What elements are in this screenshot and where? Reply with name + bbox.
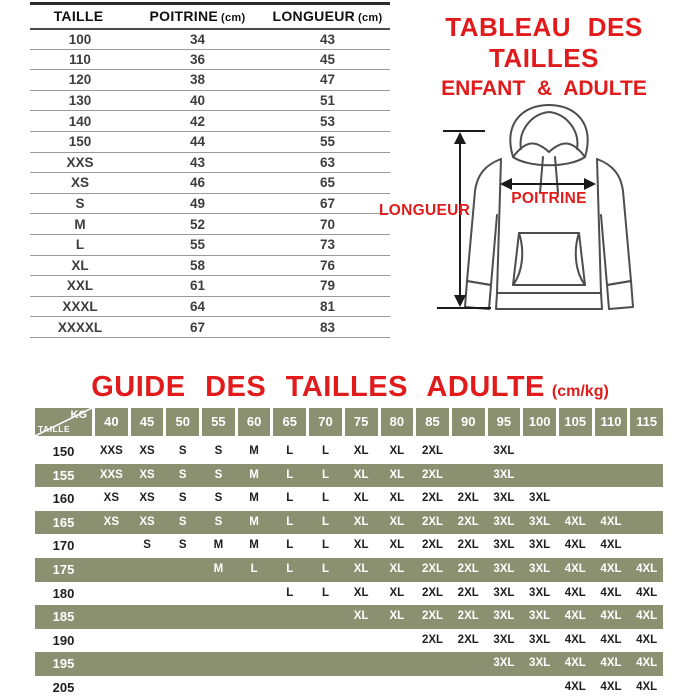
height-label: 205 (52, 679, 75, 695)
size-cell: 3XL (529, 492, 551, 505)
size-cell: S (214, 445, 223, 457)
size-cell: S (178, 468, 187, 481)
child-table-cell: 34 (130, 29, 265, 50)
weight-header-cell: 65 (273, 408, 306, 436)
weight-header-cell: 95 (488, 408, 521, 436)
size-cell (238, 652, 271, 676)
child-table-body (30, 29, 390, 338)
size-cell: S (214, 515, 223, 528)
height-label: 170 (52, 538, 75, 554)
size-cell: 2XL (421, 562, 444, 575)
size-cell: L (321, 515, 329, 528)
size-cell: 4XL (564, 680, 586, 693)
size-cell: 4XL (564, 539, 586, 552)
size-cell (309, 605, 342, 629)
size-cell: 2XL (457, 515, 479, 528)
size-cell (166, 676, 199, 700)
child-table-cell: 43 (265, 29, 390, 50)
size-cell: XL (389, 610, 405, 623)
size-cell (345, 652, 378, 676)
size-cell: M (249, 515, 259, 528)
size-cell (595, 464, 628, 488)
size-cell: S (143, 539, 151, 552)
size-cell (95, 582, 128, 606)
weight-header-cell: 70 (309, 408, 342, 436)
matrix-row-175 (35, 558, 663, 582)
size-cell: 2XL (421, 586, 444, 599)
size-cell: XXS (99, 445, 123, 457)
size-cell: XL (353, 515, 369, 528)
size-cell (166, 582, 199, 606)
child-table-cell: 67 (130, 317, 265, 338)
child-table-cell: 150 (30, 131, 130, 152)
child-table-cell: XL (30, 255, 130, 276)
child-table-cell: S (30, 193, 130, 214)
size-cell: S (214, 468, 223, 481)
child-table-cell: 100 (30, 29, 130, 50)
size-cell (166, 652, 199, 676)
child-table-cell: 36 (130, 49, 265, 70)
child-table-row (30, 214, 390, 235)
size-cell: XL (353, 492, 369, 505)
child-table-row (30, 131, 390, 152)
child-table-cell: 42 (130, 111, 265, 132)
child-table-row (30, 49, 390, 70)
size-cell (630, 440, 663, 464)
size-cell (202, 582, 235, 606)
child-table-cell: 53 (265, 111, 390, 132)
child-table-cell: 58 (130, 255, 265, 276)
child-table-row (30, 70, 390, 91)
size-cell: 4XL (564, 610, 586, 623)
matrix-row-165 (35, 511, 663, 535)
size-cell (202, 629, 235, 653)
size-cell: 2XL (457, 633, 479, 646)
size-cell: M (249, 539, 259, 552)
weight-header-cell: 115 (630, 408, 663, 436)
hoodie-measurement-diagram (373, 95, 695, 327)
child-table-cell: 63 (265, 152, 390, 173)
size-cell: 4XL (636, 633, 658, 646)
height-label: 195 (52, 656, 75, 672)
height-label: 160 (52, 491, 75, 507)
size-cell: S (178, 539, 187, 552)
size-cell: 2XL (421, 515, 444, 528)
matrix-row-195 (35, 652, 663, 676)
weight-header-cell: 100 (523, 408, 556, 436)
weight-header-cell: 40 (95, 408, 128, 436)
size-cell (630, 511, 663, 535)
page-title (388, 12, 700, 101)
size-cell: 2XL (457, 586, 479, 599)
size-cell: S (178, 492, 187, 505)
child-table-cell: M (30, 214, 130, 235)
size-cell (595, 487, 628, 511)
child-table-cell: 65 (265, 173, 390, 194)
size-cell (95, 605, 128, 629)
size-cell: XS (139, 445, 155, 457)
size-cell (95, 652, 128, 676)
size-cell: 3XL (529, 515, 551, 528)
matrix-row-155 (35, 464, 663, 488)
adult-size-matrix (35, 408, 663, 700)
child-table-row (30, 29, 390, 50)
size-cell (202, 605, 235, 629)
length-dimension-label: LONGUEUR (379, 202, 471, 219)
size-cell: L (286, 492, 294, 505)
child-table-row (30, 276, 390, 297)
size-cell (95, 676, 128, 700)
size-cell: 3XL (493, 539, 515, 552)
child-table-cell: 51 (265, 90, 390, 111)
child-table-cell: 47 (265, 70, 390, 91)
size-cell: 3XL (493, 610, 515, 623)
size-cell (95, 558, 128, 582)
height-label: 175 (52, 561, 75, 577)
size-cell: XL (389, 539, 405, 552)
size-cell: 4XL (636, 610, 658, 623)
child-table-row (30, 296, 390, 317)
size-cell: 2XL (421, 633, 444, 646)
chest-dimension-label: POITRINE (511, 190, 587, 207)
size-cell: 3XL (493, 468, 515, 481)
size-cell (345, 629, 378, 653)
child-table-cell: 76 (265, 255, 390, 276)
size-cell: 4XL (564, 562, 586, 575)
matrix-row-205 (35, 676, 663, 700)
size-cell: M (249, 492, 259, 505)
size-cell: 4XL (636, 562, 658, 575)
child-table-row (30, 152, 390, 173)
size-cell (630, 464, 663, 488)
matrix-row-180 (35, 582, 663, 606)
column-header-taille: TAILLE (30, 4, 130, 29)
size-cell: M (249, 445, 259, 457)
size-cell: 4XL (600, 539, 622, 552)
size-cell (131, 582, 164, 606)
size-cell (559, 487, 592, 511)
size-cell (238, 629, 271, 653)
matrix-row-190 (35, 629, 663, 653)
child-table-cell: 61 (130, 276, 265, 297)
child-table-cell: XXS (30, 152, 130, 173)
adult-guide-unit: (cm/kg) (551, 383, 609, 400)
size-cell: 3XL (529, 539, 551, 552)
size-cell: S (214, 492, 223, 505)
size-cell: L (321, 492, 329, 505)
size-cell: XL (353, 562, 369, 575)
size-cell: XS (103, 492, 120, 505)
size-cell: L (321, 586, 329, 599)
size-cell: M (213, 562, 224, 575)
adult-guide-title-text: GUIDE DES TAILLES ADULTE (91, 371, 545, 403)
column-header-poitrine: POITRINE (cm) (130, 4, 265, 29)
size-cell: 4XL (600, 562, 622, 575)
size-cell: 3XL (493, 515, 515, 528)
size-cell: XS (139, 492, 155, 505)
size-cell: XL (389, 586, 405, 599)
size-cell: 2XL (421, 445, 444, 457)
child-table-cell: 52 (130, 214, 265, 235)
weight-header-cell: 45 (131, 408, 164, 436)
size-cell: XL (353, 468, 369, 481)
size-cell (381, 652, 414, 676)
child-table-cell: 55 (130, 234, 265, 255)
size-cell: L (321, 445, 329, 457)
child-table-row (30, 255, 390, 276)
size-cell: 3XL (493, 586, 515, 599)
size-cell: 2XL (421, 492, 444, 505)
child-table-cell: 40 (130, 90, 265, 111)
size-cell (202, 676, 235, 700)
child-table-cell: 83 (265, 317, 390, 338)
child-table-cell: 120 (30, 70, 130, 91)
size-cell (559, 440, 592, 464)
size-cell: 4XL (600, 680, 622, 693)
size-cell: 2XL (421, 610, 444, 623)
size-cell: 3XL (493, 445, 515, 457)
size-cell (166, 605, 199, 629)
size-cell: XL (389, 445, 405, 457)
child-table-cell: XXXL (30, 296, 130, 317)
size-cell: XS (139, 515, 155, 528)
child-table-cell: 38 (130, 70, 265, 91)
size-cell (131, 605, 164, 629)
adult-guide-title (0, 371, 700, 404)
matrix-row-160 (35, 487, 663, 511)
child-table-cell: 44 (130, 131, 265, 152)
size-cell: 3XL (493, 492, 515, 505)
page-title-line2: ENFANT & ADULTE (441, 77, 647, 100)
weight-header-cell: 60 (238, 408, 271, 436)
corner-taille-label: TAILLE (38, 424, 71, 434)
size-cell: L (286, 562, 294, 575)
size-cell: 4XL (600, 586, 622, 599)
size-cell: L (321, 468, 329, 481)
size-cell: L (321, 539, 329, 552)
size-cell: L (286, 515, 294, 528)
child-table-row (30, 111, 390, 132)
size-cell: 3XL (529, 633, 551, 646)
size-cell (523, 676, 556, 700)
size-cell (523, 440, 556, 464)
size-cell (381, 676, 414, 700)
child-table-row (30, 317, 390, 338)
child-table-cell: 110 (30, 49, 130, 70)
size-cell (452, 676, 485, 700)
size-cell (273, 629, 306, 653)
weight-header-cell: 55 (202, 408, 235, 436)
weight-header-cell: 80 (381, 408, 414, 436)
size-cell (95, 629, 128, 653)
size-cell: 4XL (564, 633, 586, 646)
child-table-cell: 64 (130, 296, 265, 317)
child-table-cell: 70 (265, 214, 390, 235)
size-cell: 3XL (493, 562, 515, 575)
height-label: 165 (52, 514, 75, 530)
size-cell: XS (139, 468, 155, 481)
size-cell: L (250, 562, 258, 575)
size-cell: 4XL (600, 657, 622, 670)
size-cell: XL (353, 445, 369, 457)
size-cell (95, 534, 128, 558)
size-cell: 4XL (636, 586, 658, 599)
size-cell (416, 676, 449, 700)
child-table-header-row (30, 4, 390, 29)
size-cell (595, 440, 628, 464)
matrix-header-row (35, 408, 663, 436)
size-cell (131, 676, 164, 700)
height-label: 190 (52, 632, 75, 648)
child-table-cell: 79 (265, 276, 390, 297)
column-header-longueur: LONGUEUR (cm) (265, 4, 390, 29)
size-cell: 2XL (457, 610, 479, 623)
child-table-cell: 43 (130, 152, 265, 173)
size-cell: L (286, 539, 294, 552)
size-cell: L (286, 445, 294, 457)
weight-header-cell: 105 (559, 408, 592, 436)
size-cell: XL (389, 468, 405, 481)
size-cell: XL (353, 539, 369, 552)
size-cell: XL (353, 586, 369, 599)
size-cell (166, 629, 199, 653)
size-cell (238, 582, 271, 606)
child-table-cell: 67 (265, 193, 390, 214)
size-cell (309, 629, 342, 653)
height-label: 180 (52, 585, 75, 601)
size-cell (416, 652, 449, 676)
corner-kg-taille-cell (35, 408, 92, 436)
size-cell: 3XL (529, 657, 551, 670)
size-cell (166, 558, 199, 582)
size-cell: 4XL (564, 657, 586, 670)
size-cell: XL (389, 515, 405, 528)
size-cell: S (178, 445, 187, 457)
size-cell: M (213, 539, 224, 552)
size-cell: 3XL (493, 633, 515, 646)
page-title-line1: TABLEAU DES TAILLES (445, 12, 643, 73)
child-table-row (30, 234, 390, 255)
size-cell (559, 464, 592, 488)
size-cell: 2XL (457, 492, 479, 505)
size-cell: M (249, 468, 259, 481)
size-cell (202, 652, 235, 676)
size-cell: 3XL (529, 562, 551, 575)
size-cell (273, 605, 306, 629)
size-cell: XS (103, 515, 120, 528)
child-size-table (30, 2, 390, 338)
size-cell: XL (353, 610, 369, 623)
child-table-cell: XXL (30, 276, 130, 297)
size-cell (309, 676, 342, 700)
size-cell: 4XL (636, 680, 658, 693)
size-cell (131, 629, 164, 653)
weight-header-cell: 110 (595, 408, 628, 436)
size-cell (309, 652, 342, 676)
weight-header-cell: 75 (345, 408, 378, 436)
size-cell: L (286, 468, 294, 481)
size-cell: S (178, 515, 187, 528)
size-cell (452, 464, 485, 488)
size-cell: 3XL (529, 586, 551, 599)
size-cell (630, 487, 663, 511)
child-table-row (30, 90, 390, 111)
matrix-row-185 (35, 605, 663, 629)
size-cell (488, 676, 521, 700)
size-cell: XL (389, 492, 405, 505)
size-cell: 2XL (457, 562, 479, 575)
height-label: 185 (52, 609, 75, 625)
size-cell: 4XL (600, 633, 622, 646)
weight-header-cell: 90 (452, 408, 485, 436)
child-table-cell: 73 (265, 234, 390, 255)
size-cell (131, 652, 164, 676)
size-cell (131, 558, 164, 582)
size-cell: XL (389, 562, 405, 575)
size-cell: 3XL (493, 657, 515, 670)
child-table-cell: L (30, 234, 130, 255)
size-cell (630, 534, 663, 558)
child-table-cell: 81 (265, 296, 390, 317)
size-cell: XXS (99, 468, 123, 481)
size-cell: 4XL (600, 515, 622, 528)
child-table-cell: 49 (130, 193, 265, 214)
size-cell: L (321, 562, 329, 575)
child-table-row (30, 173, 390, 194)
size-cell (523, 464, 556, 488)
child-table-cell: XXXXL (30, 317, 130, 338)
size-cell: 2XL (457, 539, 479, 552)
size-cell (273, 676, 306, 700)
size-cell: 4XL (564, 586, 586, 599)
size-cell (452, 652, 485, 676)
size-cell: 2XL (421, 539, 444, 552)
size-cell: 4XL (600, 610, 622, 623)
size-cell: 4XL (636, 657, 658, 670)
size-cell (345, 676, 378, 700)
size-cell: 2XL (421, 468, 444, 481)
size-cell: 4XL (564, 515, 586, 528)
size-cell (452, 440, 485, 464)
size-cell (381, 629, 414, 653)
size-cell (238, 676, 271, 700)
child-table-cell: 55 (265, 131, 390, 152)
weight-header-cell: 50 (166, 408, 199, 436)
size-cell: 3XL (529, 610, 551, 623)
size-cell: L (286, 586, 294, 599)
size-cell (273, 652, 306, 676)
height-label: 155 (52, 467, 75, 483)
corner-kg-label: KG (70, 409, 87, 421)
child-table-cell: 45 (265, 49, 390, 70)
size-cell (238, 605, 271, 629)
child-table-cell: 130 (30, 90, 130, 111)
child-table-row (30, 193, 390, 214)
child-table-cell: XS (30, 173, 130, 194)
matrix-row-150 (35, 440, 663, 464)
weight-header-cell: 85 (416, 408, 449, 436)
child-table-cell: 140 (30, 111, 130, 132)
height-label: 150 (52, 444, 75, 459)
matrix-row-170 (35, 534, 663, 558)
child-table-cell: 46 (130, 173, 265, 194)
